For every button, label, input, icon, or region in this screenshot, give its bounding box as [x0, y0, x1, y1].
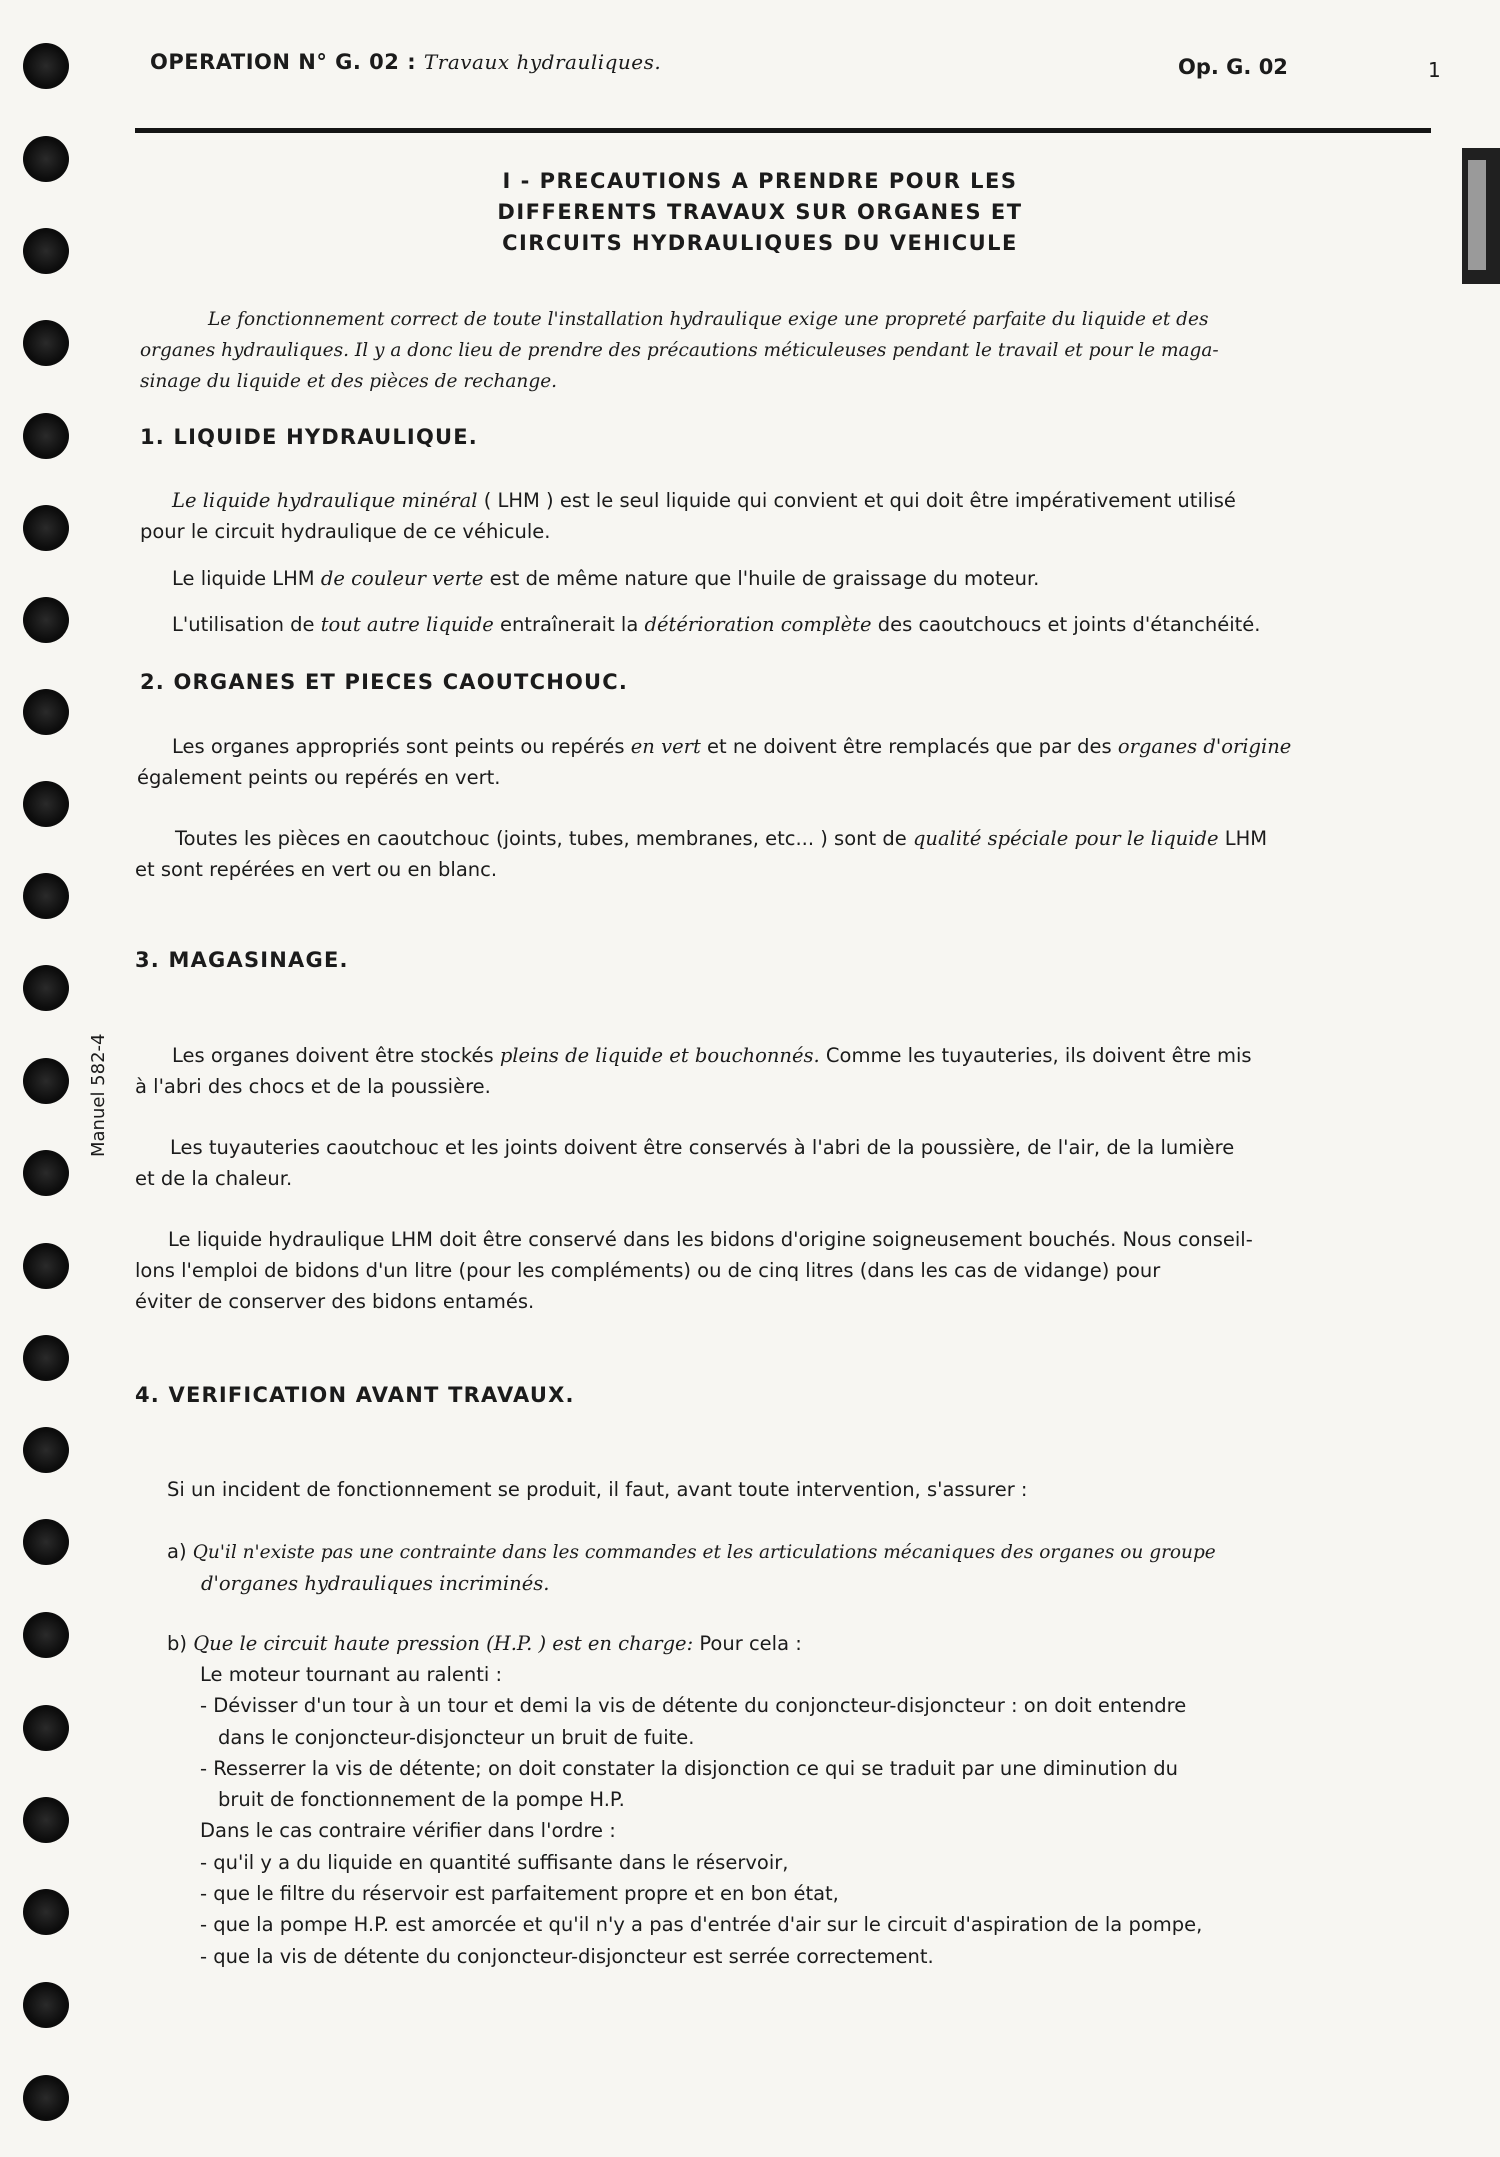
s1-paragraph-3	[172, 609, 1261, 640]
s4-emph: Qu'il n'existe pas une contrainte dans les commandes et les articulations mécaniques des organes ou groupe	[192, 1542, 1216, 1563]
header-rule	[135, 128, 1431, 133]
s1-emph: détérioration complète	[644, 613, 872, 636]
s2-emph: organes d'origine	[1117, 735, 1292, 758]
s3-emph: pleins de liquide et bouchonnés.	[499, 1044, 820, 1067]
s3-text: Les organes doivent être stockés	[172, 1044, 500, 1067]
s1-text: pour le circuit hydraulique de ce véhicule.	[140, 520, 551, 543]
procedure-line: Dans le cas contraire vérifier dans l'ordre :	[200, 1819, 616, 1843]
intro-line: organes hydrauliques. Il y a donc lieu de prendre des précautions méticuleuses pendant le travail et pour le maga-	[140, 340, 1219, 361]
procedure-line: - qu'il y a du liquide en quantité suffisante dans le réservoir,	[200, 1850, 789, 1874]
binder-hole	[23, 228, 69, 274]
s2-text: et ne doivent être remplacés que par des	[700, 735, 1118, 758]
binder-hole	[23, 781, 69, 827]
binder-hole	[23, 873, 69, 919]
s3-paragraph-3	[135, 1224, 1253, 1317]
s1-text: Le liquide LHM	[172, 567, 321, 590]
operation-subject: Travaux hydrauliques.	[423, 50, 662, 74]
s4-emph: Que le circuit haute pression (H.P. ) est en charge:	[193, 1632, 694, 1655]
binder-hole	[23, 1150, 69, 1196]
s4-item-b	[167, 1628, 802, 1659]
s1-emph: Le liquide hydraulique minéral	[172, 489, 478, 512]
s3-paragraph-2	[135, 1132, 1234, 1194]
s4-emph: d'organes hydrauliques incriminés.	[201, 1572, 550, 1595]
manual-reference: Manuel 582-4	[88, 1033, 109, 1157]
procedure-line: Le moteur tournant au ralenti :	[200, 1663, 503, 1686]
binder-hole	[23, 1612, 69, 1658]
section-title-liquide: 1. LIQUIDE HYDRAULIQUE.	[140, 425, 478, 449]
title-line: CIRCUITS HYDRAULIQUES DU VEHICULE	[502, 231, 1018, 255]
s1-emph: de couleur verte	[320, 567, 484, 590]
s1-paragraph-2	[172, 563, 1039, 594]
binder-hole	[23, 43, 69, 89]
s1-text: L'utilisation de	[172, 613, 321, 636]
section-title-verification: 4. VERIFICATION AVANT TRAVAUX.	[135, 1383, 575, 1407]
item-label: b)	[167, 1632, 194, 1655]
edge-tab-marker	[1462, 148, 1500, 284]
s4-text: Pour cela :	[693, 1632, 802, 1655]
s1-text: est de même nature que l'huile de graissage du moteur.	[483, 567, 1040, 590]
binder-hole	[23, 320, 69, 366]
s4-procedure	[200, 1659, 1202, 1972]
s3-text: lons l'emploi de bidons d'un litre (pour les compléments) ou de cinq litres (dans les cas de vidange) pour	[135, 1259, 1161, 1282]
procedure-line: - que le filtre du réservoir est parfaitement propre et en bon état,	[200, 1882, 839, 1906]
s1-paragraph-1	[140, 485, 1236, 547]
s3-text: Le liquide hydraulique LHM doit être conservé dans les bidons d'origine soigneusement bouchés. Nous conseil-	[168, 1228, 1253, 1251]
binder-hole	[23, 965, 69, 1011]
s1-text: entraînerait la	[493, 613, 645, 636]
s1-text: ( LHM ) est le seul liquide qui convient et qui doit être impérativement utilisé	[477, 489, 1236, 512]
section-title-magasinage: 3. MAGASINAGE.	[135, 948, 349, 972]
s1-text: des caoutchoucs et joints d'étanchéité.	[871, 613, 1261, 636]
binder-hole	[23, 1519, 69, 1565]
s2-text: également peints ou repérés en vert.	[137, 766, 501, 789]
procedure-line: - Resserrer la vis de détente; on doit constater la disjonction ce qui se traduit par une diminution du	[200, 1756, 1179, 1780]
s2-paragraph-1	[137, 731, 1291, 793]
s2-text: LHM	[1218, 827, 1268, 850]
intro-paragraph	[140, 304, 1219, 397]
binder-hole	[23, 689, 69, 735]
item-label: a)	[167, 1540, 193, 1563]
title-line: DIFFERENTS TRAVAUX SUR ORGANES ET	[497, 200, 1023, 224]
s3-text: Comme les tuyauteries, ils doivent être mis	[819, 1044, 1252, 1067]
page-number: 1	[1428, 58, 1441, 82]
binder-hole	[23, 1797, 69, 1843]
binder-hole	[23, 413, 69, 459]
procedure-line: dans le conjoncteur-disjoncteur un bruit de fuite.	[218, 1725, 695, 1749]
s2-text: Toutes les pièces en caoutchouc (joints, tubes, membranes, etc... ) sont de	[175, 827, 913, 850]
s3-paragraph-1	[135, 1040, 1252, 1102]
binder-hole	[23, 1427, 69, 1473]
section-title-organes: 2. ORGANES ET PIECES CAOUTCHOUC.	[140, 670, 629, 694]
s1-emph: tout autre liquide	[320, 613, 494, 636]
s2-text: et sont repérées en vert ou en blanc.	[135, 858, 498, 881]
procedure-line: - Dévisser d'un tour à un tour et demi la vis de détente du conjoncteur-disjoncteur : on doit entendre	[200, 1694, 1187, 1718]
binder-hole	[23, 1243, 69, 1289]
intro-line: Le fonctionnement correct de toute l'installation hydraulique exige une propreté parfaite du liquide et des	[208, 309, 1209, 330]
binder-hole	[23, 1335, 69, 1381]
title-line: I - PRECAUTIONS A PRENDRE POUR LES	[502, 169, 1018, 193]
s4-intro: Si un incident de fonctionnement se produit, il faut, avant toute intervention, s'assurer :	[167, 1478, 1028, 1501]
binder-hole	[23, 136, 69, 182]
binder-hole	[23, 2075, 69, 2121]
s4-item-a	[167, 1536, 1216, 1599]
operation-number: OPERATION N° G. 02 :	[150, 50, 424, 74]
s3-text: et de la chaleur.	[135, 1167, 293, 1190]
binder-hole	[23, 597, 69, 643]
binder-hole	[23, 1982, 69, 2028]
binder-hole	[23, 505, 69, 551]
procedure-line: - que la pompe H.P. est amorcée et qu'il n'y a pas d'entrée d'air sur le circuit d'aspiration de la pompe,	[200, 1913, 1203, 1937]
header-operation	[150, 50, 661, 74]
s2-text: Les organes appropriés sont peints ou repérés	[172, 735, 631, 758]
s2-emph: qualité spéciale pour le liquide	[912, 827, 1219, 850]
binder-hole	[23, 1889, 69, 1935]
binder-hole	[23, 1705, 69, 1751]
s2-emph: en vert	[630, 735, 701, 758]
s3-text: éviter de conserver des bidons entamés.	[135, 1290, 535, 1313]
s2-paragraph-2	[135, 823, 1267, 885]
binder-hole	[23, 1058, 69, 1104]
s3-text: Les tuyauteries caoutchouc et les joints doivent être conservés à l'abri de la poussière, de l'air, de la lumière	[170, 1136, 1235, 1159]
page-title	[440, 166, 1080, 259]
s3-text: à l'abri des chocs et de la poussière.	[135, 1075, 491, 1098]
procedure-line: bruit de fonctionnement de la pompe H.P.	[218, 1788, 625, 1812]
procedure-line: - que la vis de détente du conjoncteur-disjoncteur est serrée correctement.	[200, 1944, 934, 1968]
intro-line: sinage du liquide et des pièces de rechange.	[140, 371, 558, 392]
op-code: Op. G. 02	[1178, 55, 1288, 79]
